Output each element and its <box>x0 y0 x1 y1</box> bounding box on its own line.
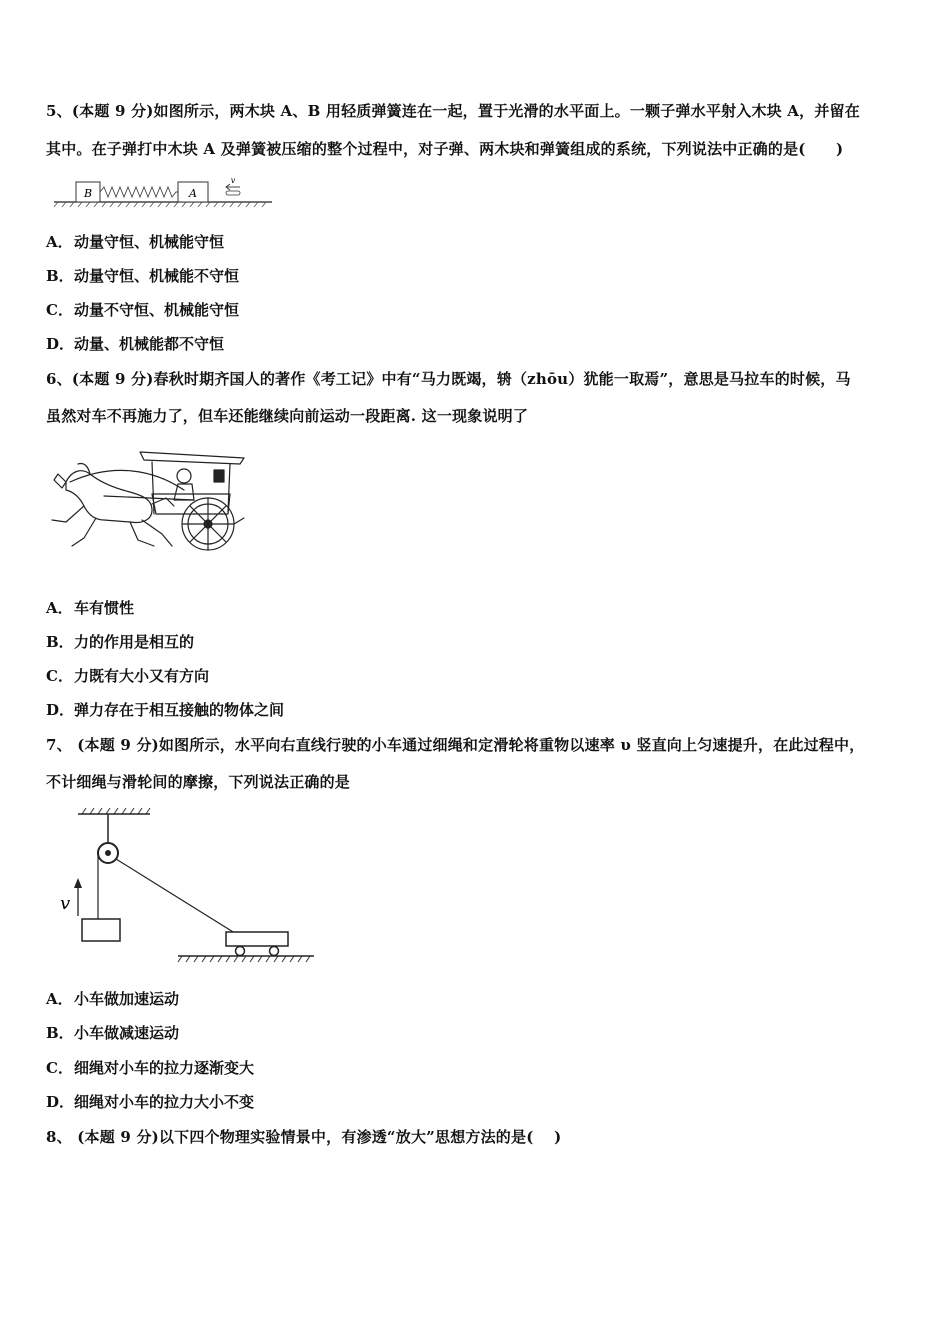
q7-stem-line-2: 不计细绳与滑轮间的摩擦，下列说法正确的是 <box>46 773 351 791</box>
q5-option-b[interactable]: B．动量守恒、机械能不守恒 <box>46 267 240 285</box>
bullet-icon <box>226 191 240 195</box>
q7-option-d[interactable]: D．细绳对小车的拉力大小不变 <box>46 1093 255 1111</box>
q6-option-d[interactable]: D．弹力存在于相互接触的物体之间 <box>46 701 285 719</box>
q5-block-b-label: B <box>83 187 93 200</box>
q8-stem-line-1: 8、 (本题 9 分)以下四个物理实验情景中，有渗透“放大”思想方法的是( ) <box>46 1128 562 1146</box>
q6-option-a[interactable]: A．车有惯性 <box>46 599 135 617</box>
q5-option-c[interactable]: C．动量不守恒、机械能守恒 <box>46 301 240 319</box>
q7-pulley-cart-figure <box>48 804 318 968</box>
q7-velocity-label: v <box>60 893 71 914</box>
q6-stem-line-2: 虽然对车不再施力了，但车还能继续向前运动一段距离. 这一现象说明了 <box>46 407 529 425</box>
q5-block-a-label: A <box>189 187 197 200</box>
q5-option-a[interactable]: A．动量守恒、机械能守恒 <box>46 233 225 251</box>
q5-spring-blocks-figure <box>50 174 280 208</box>
q5-stem-line-1: 5、(本题 9 分)如图所示，两木块 A、B 用轻质弹簧连在一起，置于光滑的水平面上。一颗子弹水平射入木块 A，并留在 <box>46 102 860 120</box>
q7-option-a[interactable]: A．小车做加速运动 <box>46 990 180 1008</box>
q6-option-c[interactable]: C．力既有大小又有方向 <box>46 667 210 685</box>
q7-option-b[interactable]: B．小车做减速运动 <box>46 1024 180 1042</box>
q7-option-c[interactable]: C．细绳对小车的拉力逐渐变大 <box>46 1059 255 1077</box>
q6-horse-chariot-figure <box>44 442 248 554</box>
q5-option-d[interactable]: D．动量、机械能都不守恒 <box>46 335 225 353</box>
q7-stem-line-1: 7、 (本题 9 分)如图所示，水平向右直线行驶的小车通过细绳和定滑轮将重物以速率 υ 竖直向上匀速提升，在此过程中， <box>46 736 865 754</box>
q6-stem-line-1: 6、(本题 9 分)春秋时期齐国人的著作《考工记》中有“马力既竭，辀（zhōu）犹能一取焉”，意思是马拉车的时候，马 <box>46 370 851 388</box>
q5-stem-line-2: 其中。在子弹打中木块 A 及弹簧被压缩的整个过程中，对子弹、两木块和弹簧组成的系统，下列说法中正确的是( ) <box>46 140 844 158</box>
q6-option-b[interactable]: B．力的作用是相互的 <box>46 633 195 651</box>
q5-velocity-label: v <box>230 176 236 185</box>
